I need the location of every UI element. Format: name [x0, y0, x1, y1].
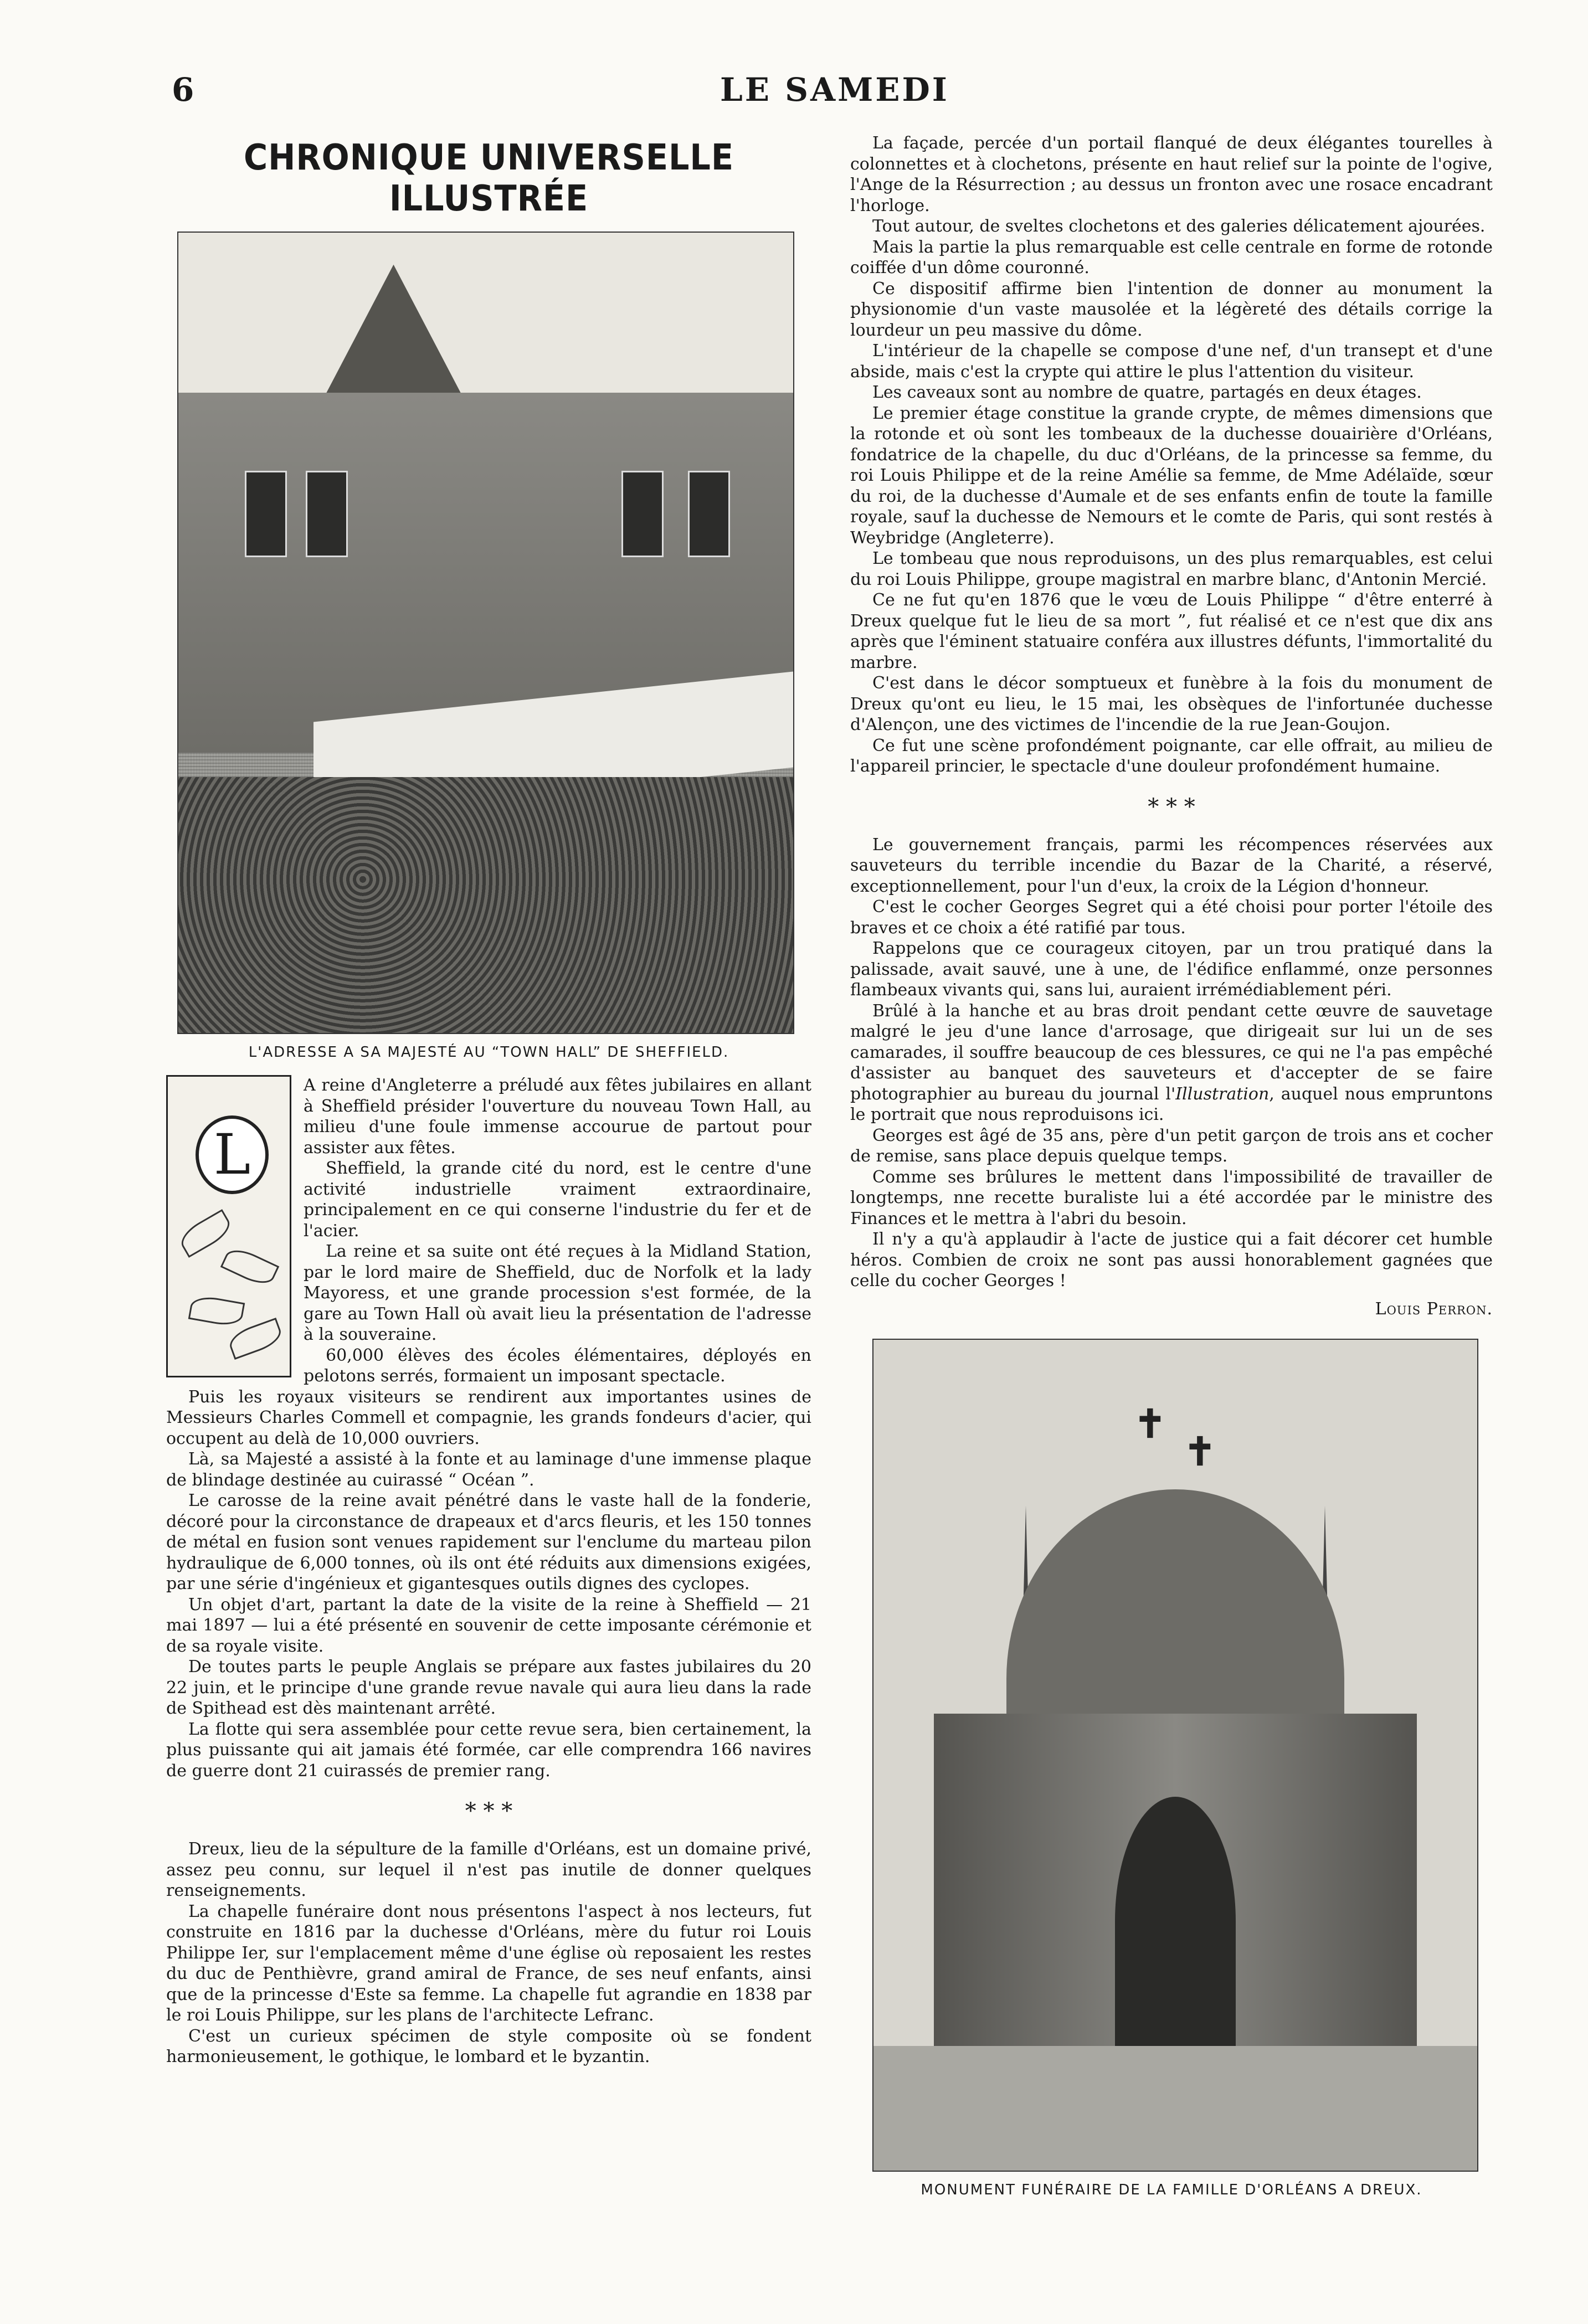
town-hall-illustration — [177, 232, 794, 1034]
article1-paragraph: Là, sa Majesté a assisté à la fonte et au laminage d'une immense plaque de blindage destinée au cuirassé “ Océan ”. — [166, 1449, 811, 1490]
article2-cont-paragraph: Ce ne fut qu'en 1876 que le vœu de Louis Philippe “ d'être enterré à Dreux quelque fut le lieu de sa mort ”, fut réalisé et ce n'est que dix ans après que l'éminent statuaire conféra aux illustres défunts, l'immortalité du marbre. — [850, 590, 1493, 672]
article2-cont-paragraph: Mais la partie la plus remarquable est celle centrale en forme de rotonde coiffée d'un dôme couronné. — [850, 237, 1493, 277]
article1-paragraph: Puis les royaux visiteurs se rendirent aux importantes usines de Messieurs Charles Commell et compagnie, les grands fondeurs d'acier, qui occupent au delà de 10,000 ouvriers. — [166, 1387, 811, 1448]
article-dreux-continued — [850, 133, 1493, 777]
article2-cont-paragraph: Le tombeau que nous reproduisons, un des plus remarquables, est celui du roi Louis Philippe, groupe magistral en marbre blanc, d'Antonin Mercié. — [850, 549, 1493, 589]
article1-paragraph: 60,000 élèves des écoles élémentaires, déployés en pelotons serrés, formaient un imposant spectacle. — [304, 1345, 811, 1386]
article1-paragraph: La flotte qui sera assemblée pour cette revue sera, bien certainement, la plus puissante qui ait jamais été formée, car elle comprendra 166 navires de guerre dont 21 cuirassés de premier rang. — [166, 1719, 811, 1781]
article2-cont-paragraph: La façade, percée d'un portail flanqué de deux élégantes tourelles à colonnettes et à clochetons, présente en haut relief sur la pointe de l'ogive, l'Ange de la Résurrection ; au dessus un fronton avec une rosace encadrant l'horloge. — [850, 133, 1493, 215]
cross-icon: ✝ — [1184, 1428, 1216, 1474]
article1-paragraph: De toutes parts le peuple Anglais se prépare aux fastes jubilaires du 20 22 juin, et le principe d'une grande revue navale qui aura lieu dans la rade de Spithead est dès maintenant arrêté. — [166, 1657, 811, 1718]
article3-paragraph: Il n'y a qu'à applaudir à l'acte de justice qui a fait décorer cet humble héros. Combien de croix ne sont pas aussi honorablement gagnées que celle du cocher Georges ! — [850, 1230, 1493, 1290]
article1-paragraph: Le carosse de la reine avait pénétré dans le vaste hall de la fonderie, décoré pour la circonstance de drapeaux et d'arcs fleuris, et les 150 tonnes de métal en fusion sont venues rapidement sur l'enclume du marteau pilon hydraulique de 6,000 tonnes, où ils ont été réduits aux dimensions exigées, par une série d'ingénieux et gigantesques outils dignes des cyclopes. — [166, 1491, 811, 1593]
section-title: CHRONIQUE UNIVERSELLE ILLUSTRÉE — [244, 137, 734, 219]
article3-paragraph: Comme ses brûlures le mettent dans l'impossibilité de travailler de longtemps, nne recette buraliste lui a été accordée par le ministre des Finances et le mettra à l'abri du besoin. — [850, 1167, 1493, 1228]
left-column — [166, 133, 811, 2068]
article3-paragraph: Le gouvernement français, parmi les récompences réservées aux sauveteurs du terrible incendie du Bazar de la Charité, a réservé, exceptionnellement, pour l'un d'eux, la croix de la Légion d'honneur. — [850, 835, 1493, 896]
article3-text: , auquel nous empruntons le portrait que nous reproduisons ici. — [850, 1084, 1493, 1124]
article-sheffield — [166, 1075, 811, 1781]
article-segret — [850, 835, 1493, 1292]
article3-paragraph — [850, 1001, 1493, 1125]
article1-lead: A reine d'Angleterre a préludé aux fêtes jubilaires en allant à Sheffield présider l'ouverture du nouveau Town Hall, au milieu d'une foule immense accourue de partout pour assister aux fêtes. — [304, 1076, 811, 1158]
article2-paragraph: La chapelle funéraire dont nous présentons l'aspect à nos lecteurs, fut construite en 1816 par la duchesse d'Orléans, mère du futur roi Louis Philippe Ier, sur l'emplacement même d'une église où reposaient les restes du duc de Penthièvre, grand amiral de France, de ses neuf enfants, ainsi que de la princesse d'Este sa femme. La chapelle fut agrandie en 1838 par le roi Louis Philippe, sur les plans de l'architecte Lefranc. — [166, 1901, 811, 2025]
article3-text: Brûlé à la hanche et au bras droit pendant cette œuvre de sauvetage malgré le jeu d'une lance d'arrosage, que dirigeait sur lui un de ses camarades, il souffre beaucoup de ces blessures, ce qui ne l'a pas empêché d'assister au banquet des sauveteurs et d'accepter de se faire photographier au bureau du journal l' — [850, 1001, 1493, 1104]
article2-cont-paragraph: L'intérieur de la chapelle se compose d'une nef, d'un transept et d'une abside, mais c'est la crypte qui attire le plus l'attention du visiteur. — [850, 341, 1493, 382]
figure-caption-dreux: MONUMENT FUNÉRAIRE DE LA FAMILLE D'ORLÉANS A DREUX. — [921, 2181, 1422, 2198]
article2-cont-paragraph: Tout autour, de sveltes clochetons et des galeries délicatement ajourées. — [872, 217, 1486, 236]
figure-caption-sheffield: L'ADRESSE A SA MAJESTÉ AU “TOWN HALL” DE SHEFFIELD. — [248, 1044, 729, 1061]
section-separator: * * * — [465, 1798, 513, 1824]
running-head: LE SAMEDI — [720, 71, 949, 109]
dropcap-letter: L — [196, 1115, 269, 1194]
article2-cont-paragraph: Les caveaux sont au nombre de quatre, partagés en deux étages. — [872, 383, 1422, 402]
cross-icon: ✝ — [1134, 1400, 1166, 1447]
article3-paragraph: C'est le cocher Georges Segret qui a été choisi pour porter l'étoile des braves et ce choix a été ratifié par tous. — [850, 897, 1493, 938]
article2-cont-paragraph: C'est dans le décor somptueux et funèbre à la fois du monument de Dreux qu'ont eu lieu, le 15 mai, les obsèques de l'infortunée duchesse d'Alençon, une des victimes de l'incendie de la rue Jean-Goujon. — [850, 673, 1493, 734]
right-column — [850, 133, 1493, 2213]
article3-paragraph: Georges est âgé de 35 ans, père d'un petit garçon de trois ans et cocher de remise, sans place depuis quelque temps. — [850, 1125, 1493, 1166]
author-signature: Louis Perron. — [1375, 1299, 1493, 1319]
page-number: 6 — [172, 71, 194, 109]
article-dreux — [166, 1839, 811, 2068]
article2-paragraph: Dreux, lieu de la sépulture de la famille d'Orléans, est un domaine privé, assez peu connu, sur lequel il n'est pas inutile de donner quelques renseignements. — [166, 1839, 811, 1900]
article2-paragraph: C'est un curieux spécimen de style composite où se fondent harmonieusement, le gothique, le lombard et le byzantin. — [166, 2026, 811, 2066]
article1-paragraph: La reine et sa suite ont été reçues à la Midland Station, par le lord maire de Sheffield, duc de Norfolk et la lady Mayoress, et une grande procession s'est formée, de la gare au Town Hall où avait lieu la présentation de l'adresse à la souveraine. — [304, 1242, 811, 1344]
journal-name: Illustration — [1175, 1084, 1270, 1104]
ornamental-dropcap — [166, 1075, 291, 1377]
article1-paragraph: Un objet d'art, partant la date de la visite de la reine à Sheffield — 21 mai 1897 — lui a été présenté en souvenir de cette imposante cérémonie et de sa royale visite. — [166, 1595, 811, 1656]
article3-paragraph: Rappelons que ce courageux citoyen, par un trou pratiqué dans la palissade, avait sauvé, une à une, de l'édifice enflammé, onze personnes flambeaux vivants qui, sans lui, auraient irrémédiablement péri. — [850, 939, 1493, 1000]
chapel-illustration — [872, 1339, 1478, 2172]
article1-paragraph: Sheffield, la grande cité du nord, est le centre d'une activité industrielle vraiment extraordinaire, principalement en ce qui conserne l'industrie du fer et de l'acier. — [304, 1159, 811, 1241]
article2-cont-paragraph: Le premier étage constitue la grande crypte, de mêmes dimensions que la rotonde et où sont les tombeaux de la duchesse douairière d'Orléans, fondatrice de la chapelle, du duc d'Orléans, de la princesse sa femme, du roi Louis Philippe et de la reine Amélie sa femme, de Mme Adélaïde, sœur du roi, de la duchesse d'Aumale et de ses enfants enfin de toute la famille royale, sauf la duchesse de Nemours et le comte de Paris, qui sont restés à Weybridge (Angleterre). — [850, 403, 1493, 548]
article2-cont-paragraph: Ce fut une scène profondément poignante, car elle offrait, au milieu de l'appareil princier, le spectacle d'une douleur profondément humaine. — [850, 736, 1493, 776]
article2-cont-paragraph: Ce dispositif affirme bien l'intention de donner au monument la physionomie d'un vaste mausolée et la légèreté des détails corrige la lourdeur un peu massive du dôme. — [850, 279, 1493, 340]
section-separator: * * * — [1148, 794, 1195, 820]
